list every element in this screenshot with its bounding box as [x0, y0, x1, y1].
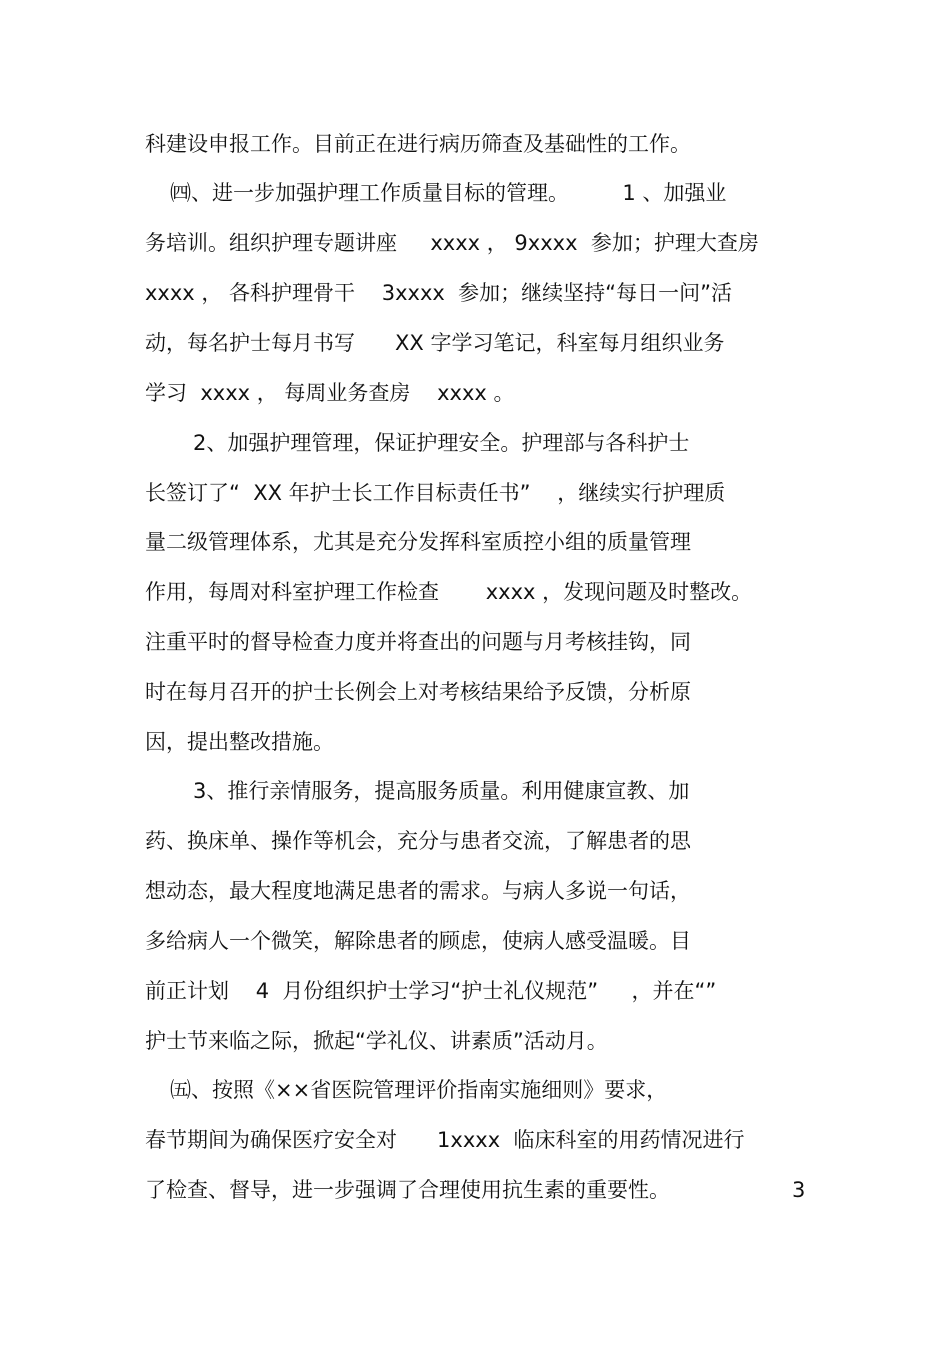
text-line: 想动态，最大程度地满足患者的需求。与病人多说一句话， [145, 879, 691, 903]
text-line: 了检查、督导，进一步强调了合理使用抗生素的重要性。 [145, 1178, 670, 1202]
text-line: 科建设申报工作。目前正在进行病历筛查及基础性的工作。 [145, 132, 691, 156]
text-line: 3、推行亲情服务，提高服务质量。利用健康宣教、加 [193, 779, 690, 803]
text-line: 前正计划 4 月份组织护士学习“护士礼仪规范” ，并在“” [145, 979, 717, 1003]
text-line: 学习 xxxx ， 每周业务查房 xxxx 。 [145, 381, 515, 405]
page-number: 3 [792, 1178, 806, 1202]
text-line: 因，提出整改措施。 [145, 730, 334, 754]
text-line: 护士节来临之际，掀起“学礼仪、讲素质”活动月。 [145, 1029, 608, 1053]
text-line: 作用，每周对科室护理工作检查 xxxx ，发现问题及时整改。 [145, 580, 753, 604]
text-line: 药、换床单、操作等机会，充分与患者交流，了解患者的思 [145, 829, 691, 853]
text-line: ㈣、进一步加强护理工作质量目标的管理。 1 、加强业 [170, 181, 727, 205]
text-line: 务培训。组织护理专题讲座 xxxx ， 9xxxx 参加；护理大查房 [145, 231, 759, 255]
text-line: ㈤、按照《××省医院管理评价指南实施细则》要求， [170, 1078, 668, 1102]
text-line: 量二级管理体系，尤其是充分发挥科室质控小组的质量管理 [145, 530, 691, 554]
text-line: 动，每名护士每月书写 XX 字学习笔记，科室每月组织业务 [145, 331, 725, 355]
text-line: 多给病人一个微笑，解除患者的顾虑，使病人感受温暖。目 [145, 929, 691, 953]
text-line: 时在每月召开的护士长例会上对考核结果给予反馈，分析原 [145, 680, 691, 704]
text-line: 注重平时的督导检查力度并将查出的问题与月考核挂钩，同 [145, 630, 691, 654]
text-line: 2、加强护理管理，保证护理安全。护理部与各科护士 [193, 431, 690, 455]
text-line: xxxx ， 各科护理骨干 3xxxx 参加；继续坚持“每日一问”活 [145, 281, 732, 305]
text-line: 长签订了“ XX 年护士长工作目标责任书” ，继续实行护理质 [145, 481, 726, 505]
text-line: 春节期间为确保医疗安全对 1xxxx 临床科室的用药情况进行 [145, 1128, 745, 1152]
